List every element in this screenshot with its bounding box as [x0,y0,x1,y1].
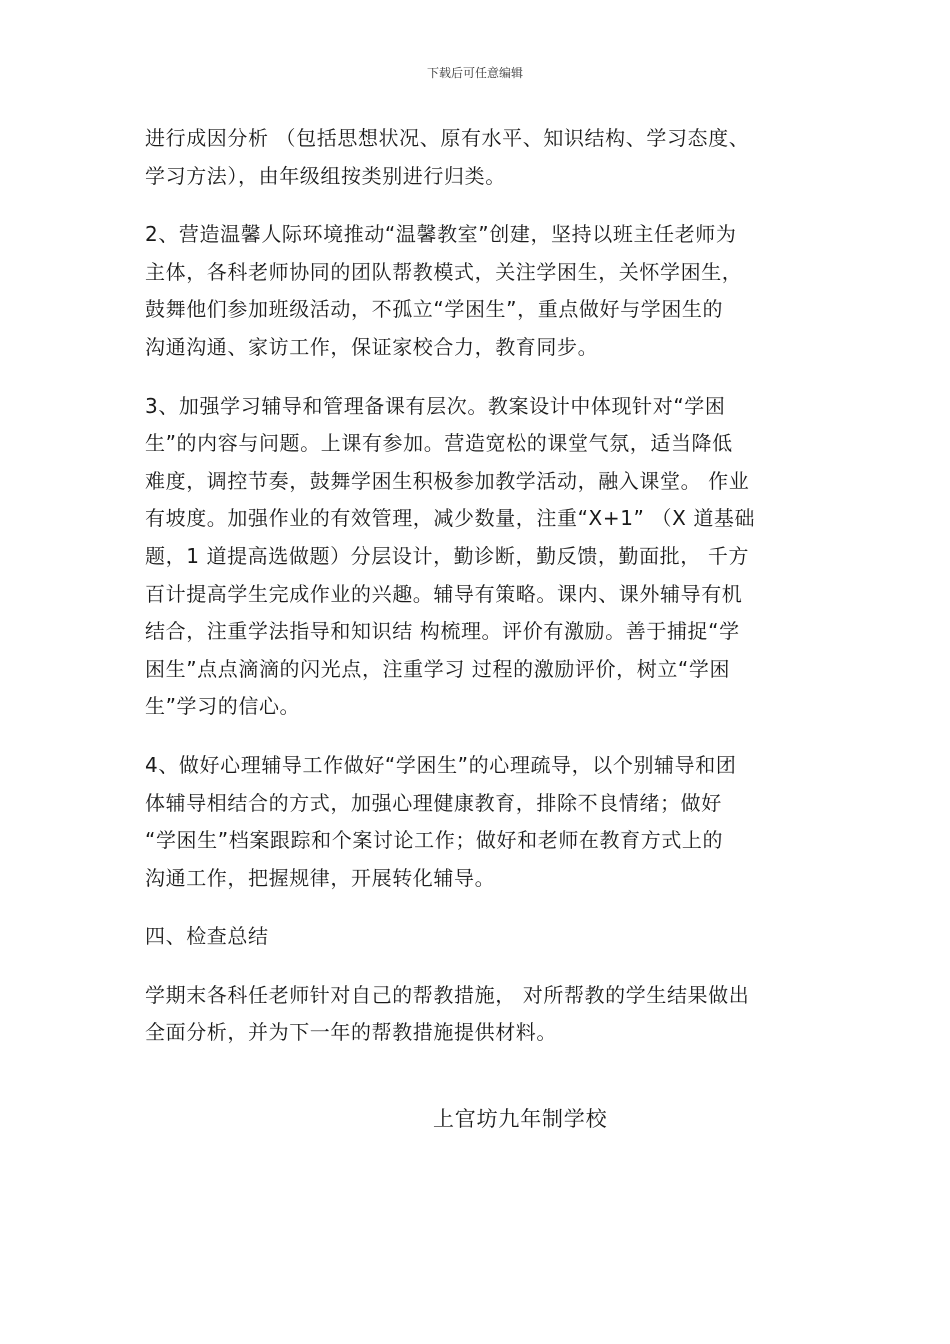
document-body [145,120,810,1052]
page-header-note: 下载后可任意编辑 [426,66,523,80]
school-signature: 上官坊九年制学校 [433,1107,608,1131]
paragraph-term-end-analysis: 学期末各科任老师针对自己的帮教措施， 对所帮教的学生结果做出 全面分析，并为下一年的帮教措施提供材料。 [145,982,750,1045]
paragraph-psychological-guidance: 4、做好心理辅导工作做好“学困生”的心理疏导，以个别辅导和团 体辅导相结合的方式，加强心理健康教育，排除不良情绪；做好 “学困生”档案跟踪和个案讨论工作；做好和老师在教育方式上的 沟通工作，把握规律，开展转化辅导。 [145,752,737,890]
paragraph-cause-analysis: 进行成因分析 （包括思想状况、原有水平、知识结构、学习态度、 学习方法），由年级组按类别进行归类。 [145,126,750,188]
paragraph-warm-classroom: 2、营造温馨人际环境推动“温馨教室”创建，坚持以班主任老师为 主体，各科老师协同的团队帮教模式，关注学困生，关怀学困生， 鼓舞他们参加班级活动，不孤立“学困生”，重点做好与学困生的 沟通沟通、家访工作，保证家校合力，教育同步。 [145,222,743,359]
paragraph-study-guidance: 3、加强学习辅导和管理备课有层次。教案设计中体现针对“学困 生”的内容与问题。上课有参加。营造宽松的课堂气氛，适当降低 难度，调控节奏，鼓舞学困生积极参加教学活动，融入课堂。 作业 有坡度。加强作业的有效管理，减少数量，注重“X+1” （X 道基础 题，1 道提高选做题）分层设计，勤诊断，勤反馈，勤面批， 千方 百计提高学生完成作业的兴趣。辅导有策略。课内、课外辅导有机 结合，注重学法指导和知识结 构梳理。评价有激励。善于捕捉“学 困生”点点滴滴的闪光点，注重学习 过程的激励评价，树立“学困 生”学习的信心。 [145,393,756,719]
section-heading-review-summary: 四、检查总结 [145,924,269,949]
